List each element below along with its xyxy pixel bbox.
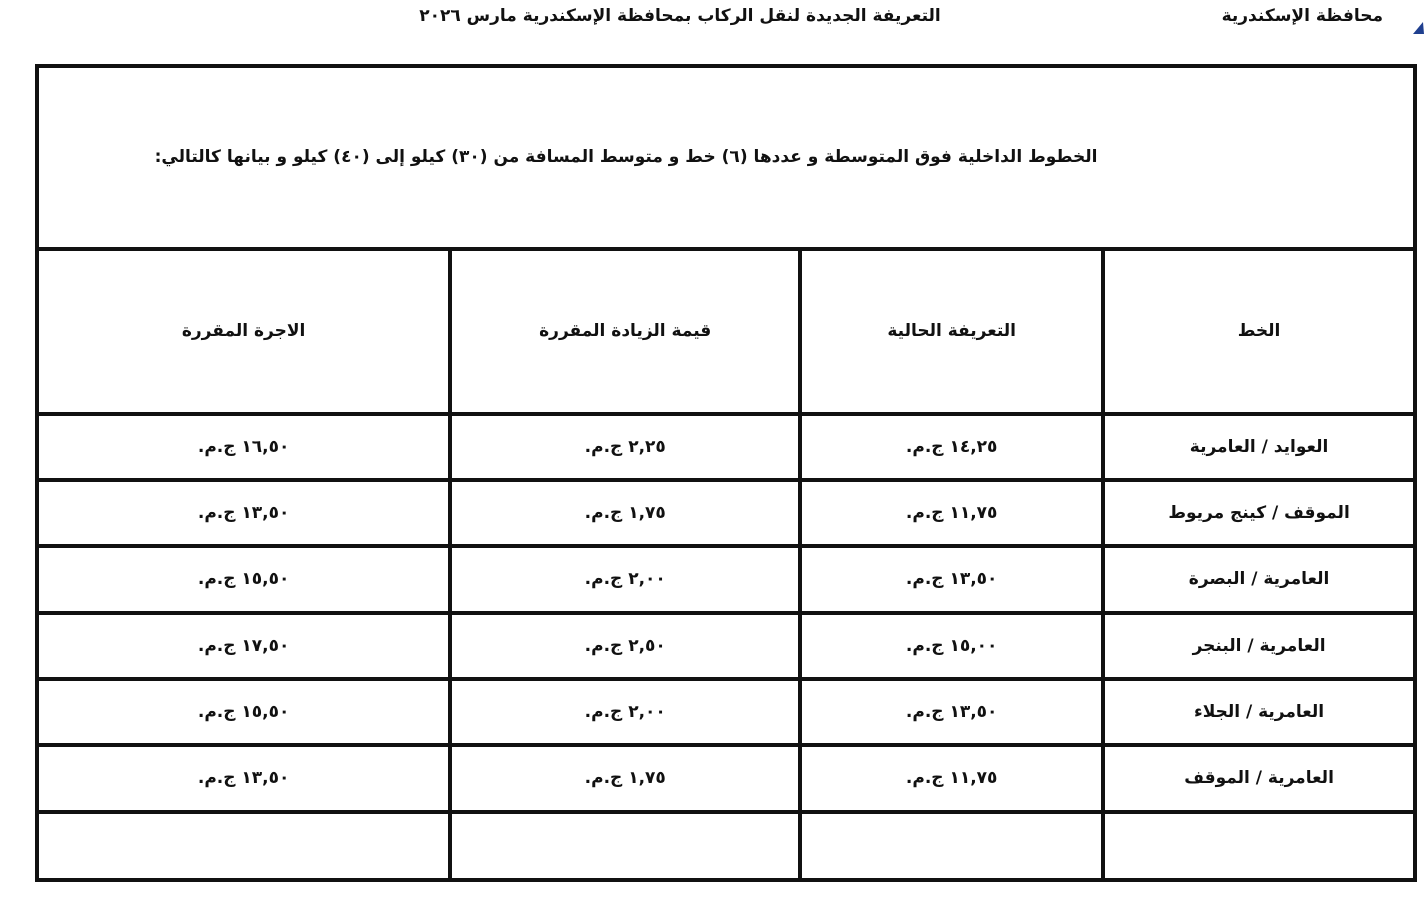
current-fare-value: ١٤,٢٥ ج.م. — [905, 436, 998, 457]
cell-increase — [450, 745, 800, 811]
cell-new-fare — [37, 414, 450, 480]
table-row — [37, 745, 1415, 811]
cell-increase — [450, 414, 800, 480]
cell-line: العامرية / الجلاء — [1103, 679, 1415, 745]
current-fare-value: ١١,٧٥ ج.م. — [905, 503, 998, 524]
empty-cell — [37, 812, 450, 880]
cell-line: العامرية / الموقف — [1103, 745, 1415, 811]
cell-current-fare — [800, 613, 1103, 679]
cell-increase — [450, 546, 800, 612]
header-row — [37, 249, 1415, 414]
increase-value: ٢,٠٠ ج.م. — [584, 569, 666, 590]
cell-current-fare — [800, 414, 1103, 480]
increase-value: ٢,٢٥ ج.م. — [584, 436, 666, 457]
cell-new-fare — [37, 480, 450, 546]
cell-line: الموقف / كينج مريوط — [1103, 480, 1415, 546]
table-row — [37, 414, 1415, 480]
increase-value: ٢,٠٠ ج.م. — [584, 702, 666, 723]
header-current-fare: التعريفة الحالية — [800, 249, 1103, 414]
new-fare-value: ١٥,٥٠ ج.م. — [197, 569, 290, 590]
cell-line: العامرية / البصرة — [1103, 546, 1415, 612]
document-title: التعريفة الجديدة لنقل الركاب بمحافظة الإسكندرية مارس ٢٠٢٦ — [419, 6, 941, 26]
empty-cell — [1103, 812, 1415, 880]
empty-cell — [450, 812, 800, 880]
fare-table — [35, 64, 1417, 882]
current-fare-value: ١٣,٥٠ ج.م. — [905, 569, 998, 590]
cell-current-fare — [800, 679, 1103, 745]
current-fare-value: ١٣,٥٠ ج.م. — [905, 702, 998, 723]
empty-row — [37, 812, 1415, 880]
empty-cell — [800, 812, 1103, 880]
header-new-fare: الاجرة المقررة — [37, 249, 450, 414]
increase-value: ١,٧٥ ج.م. — [584, 768, 666, 789]
governorate-name: محافظة الإسكندرية — [1221, 6, 1383, 26]
cell-line: العامرية / البنجر — [1103, 613, 1415, 679]
cell-increase — [450, 613, 800, 679]
cell-current-fare — [800, 480, 1103, 546]
table-row — [37, 679, 1415, 745]
cell-new-fare — [37, 745, 450, 811]
increase-value: ٢,٥٠ ج.م. — [584, 635, 666, 656]
new-fare-value: ١٦,٥٠ ج.م. — [197, 436, 290, 457]
intro-row — [37, 66, 1415, 249]
cell-new-fare — [37, 679, 450, 745]
header-line: الخط — [1103, 249, 1415, 414]
cell-current-fare — [800, 745, 1103, 811]
cell-current-fare — [800, 546, 1103, 612]
intro-cell — [37, 66, 1415, 249]
current-fare-value: ١٥,٠٠ ج.م. — [905, 635, 998, 656]
new-fare-value: ١٧,٥٠ ج.م. — [197, 635, 290, 656]
new-fare-value: ١٣,٥٠ ج.م. — [197, 503, 290, 524]
table-row — [37, 546, 1415, 612]
cell-increase — [450, 480, 800, 546]
increase-value: ١,٧٥ ج.م. — [584, 503, 666, 524]
header-increase: قيمة الزيادة المقررة — [450, 249, 800, 414]
cell-line: العوايد / العامرية — [1103, 414, 1415, 480]
table-row — [37, 613, 1415, 679]
new-fare-value: ١٣,٥٠ ج.م. — [197, 768, 290, 789]
table-row — [37, 480, 1415, 546]
intro-text: الخطوط الداخلية فوق المتوسطة و عددها (٦) خط و متوسط المسافة من (٣٠) كيلو إلى (٤٠) كيلو و بيانها كالتالي: — [154, 147, 1098, 168]
current-fare-value: ١١,٧٥ ج.م. — [905, 768, 998, 789]
cell-new-fare — [37, 546, 450, 612]
cell-new-fare — [37, 613, 450, 679]
new-fare-value: ١٥,٥٠ ج.م. — [197, 702, 290, 723]
cell-increase — [450, 679, 800, 745]
corner-mark-icon — [1411, 16, 1425, 36]
